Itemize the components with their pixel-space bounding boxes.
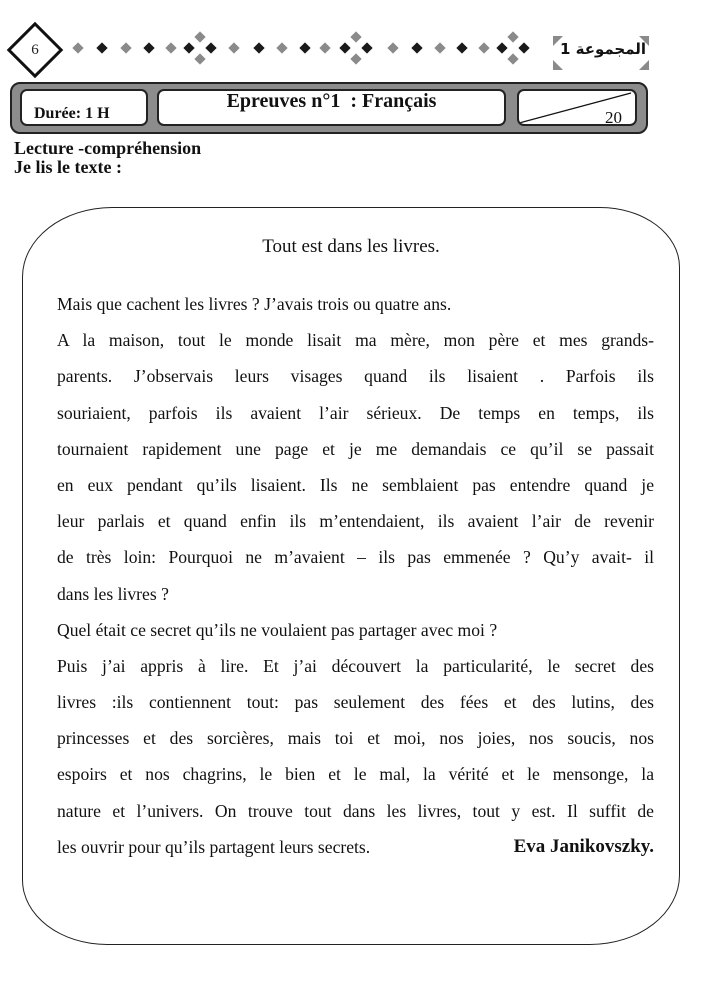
diamond-ornament-icon bbox=[143, 42, 154, 53]
diamond-ornament-icon bbox=[205, 42, 216, 53]
story-line: nature et l’univers. On trouve tout dans les livres, tout y est. Il suffit de bbox=[57, 800, 654, 821]
diamond-ornament-icon bbox=[276, 42, 287, 53]
diamond-ornament-icon bbox=[350, 31, 361, 42]
diamond-ornament-icon bbox=[350, 53, 361, 64]
story-line: livres :ils contiennent tout: pas seulement des fées et des lutins, des bbox=[57, 692, 654, 713]
exam-duration: Durée: 1 H bbox=[34, 105, 110, 122]
diamond-ornament-icon bbox=[194, 31, 205, 42]
diamond-ornament-icon bbox=[299, 42, 310, 53]
diamond-ornament-icon bbox=[319, 42, 330, 53]
story-line: de très loin: Pourquoi ne m’avaient – ils pas emmenée ? Qu’y avait- il bbox=[57, 547, 654, 568]
story-lines bbox=[57, 286, 654, 829]
diamond-ornament-icon bbox=[339, 42, 350, 53]
diamond-ornament-icon bbox=[434, 42, 445, 53]
diamond-ornament-icon bbox=[478, 42, 489, 53]
diamond-ornament-icon bbox=[361, 42, 372, 53]
diamond-ornament-icon bbox=[507, 53, 518, 64]
story-line: espoirs et nos chagrins, le bien et le mal, la vérité et le mensonge, la bbox=[57, 764, 654, 785]
diamond-ornament-icon bbox=[507, 31, 518, 42]
page-number: 6 bbox=[31, 42, 39, 58]
story-line: souriaient, parfois ils avaient l’air sérieux. De temps en temps, ils bbox=[57, 402, 654, 423]
story-title: Tout est dans les livres. bbox=[262, 236, 440, 257]
story-line: Puis j’ai appris à lire. Et j’ai découvert la particularité, le secret des bbox=[57, 655, 654, 676]
story-line: leur parlais et quand enfin ils m’entendaient, ils avaient l’air de revenir bbox=[57, 511, 654, 532]
diamond-ornament-icon bbox=[411, 42, 422, 53]
story-line: parents. J’observais leurs visages quand ils lisaient . Parfois ils bbox=[57, 366, 654, 387]
diamond-ornament-icon bbox=[194, 53, 205, 64]
group-label: المجموعة 1 bbox=[559, 40, 647, 58]
story-line: Mais que cachent les livres ? J’avais trois ou quatre ans. bbox=[57, 294, 452, 314]
diamond-ornament-icon bbox=[253, 42, 264, 53]
story-line: en eux pendant qu’ils lisaient. Ils ne semblaient pas entendre quand je bbox=[57, 474, 654, 495]
section-heading-reading: Lecture -compréhension bbox=[14, 138, 202, 158]
diamond-ornament-icon bbox=[165, 42, 176, 53]
diamond-ornament-icon bbox=[228, 42, 239, 53]
score-max: 20 bbox=[605, 108, 622, 127]
story-line: tournaient rapidement une page et je me demandais ce qu’il se passait bbox=[57, 438, 654, 459]
story-line: A la maison, tout le monde lisait ma mère, mon père et mes grands- bbox=[57, 330, 654, 351]
exam-title: Epreuves n°1 : Français bbox=[226, 90, 437, 112]
diamond-ornament-icon bbox=[72, 42, 83, 53]
diamond-ornament-icon bbox=[120, 42, 131, 53]
story-closing-text: les ouvrir pour qu’ils partagent leurs secrets. bbox=[57, 836, 371, 857]
story-line: dans les livres ? bbox=[57, 583, 169, 604]
diamond-ornament-icon bbox=[96, 42, 107, 53]
story-line: princesses et des sorcières, mais toi et moi, nos joies, nos soucis, nos bbox=[57, 728, 654, 749]
diamond-ornament-icon bbox=[496, 42, 507, 53]
story-body bbox=[57, 286, 654, 865]
decorative-header-strip bbox=[0, 0, 701, 80]
story-line: Quel était ce secret qu’ils ne voulaient pas partager avec moi ? bbox=[57, 619, 498, 640]
story-last-line bbox=[57, 829, 654, 865]
story-author: Eva Janikovszky. bbox=[513, 835, 654, 857]
diamond-ornament-icon bbox=[456, 42, 467, 53]
diamond-ornament-icon bbox=[183, 42, 194, 53]
section-heading-read-text: Je lis le texte : bbox=[14, 157, 122, 177]
diamond-ornament-icon bbox=[387, 42, 398, 53]
diamond-ornament-icon bbox=[518, 42, 529, 53]
